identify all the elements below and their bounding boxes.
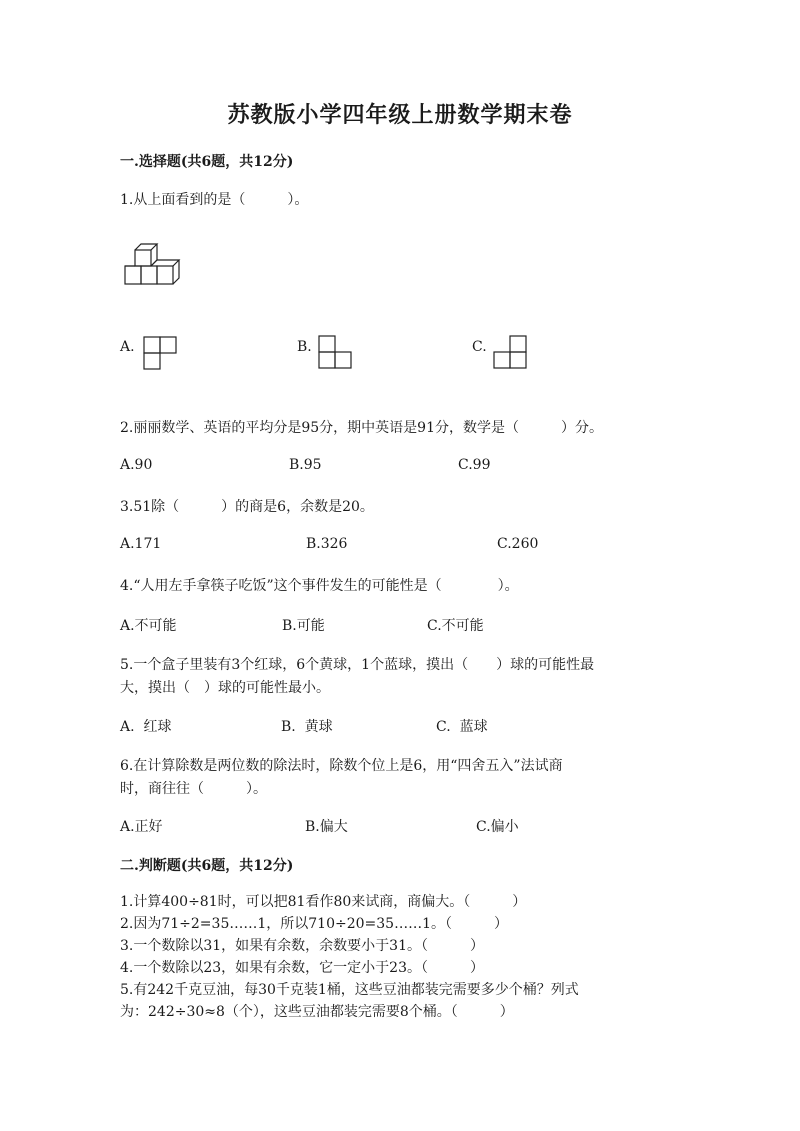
judgement-item-1: 1.计算400÷81时，可以把81看作80来试商，商偏大。（ ） [120, 894, 527, 910]
question-3-option-c: C.260 [497, 536, 539, 552]
section-heading-judgement: 二.判断题(共6题，共12分) [120, 858, 294, 874]
question-2-option-a: A.90 [120, 457, 153, 473]
section-heading-choice: 一.选择题(共6题，共12分) [120, 154, 294, 170]
question-3-option-b: B.326 [306, 536, 348, 552]
question-5-option-a: A. 红球 [120, 719, 172, 735]
question-4-option-b: B.可能 [282, 618, 325, 634]
question-3-option-a: A.171 [120, 536, 162, 552]
page-title: 苏教版小学四年级上册数学期末卷 [227, 102, 573, 128]
option-a-view-figure [143, 336, 179, 370]
question-5-option-c: C. 蓝球 [436, 719, 488, 735]
question-5-option-b: B. 黄球 [281, 719, 333, 735]
question-4-option-a: A.不可能 [120, 618, 177, 634]
question-6-option-b: B.偏大 [305, 819, 348, 835]
judgement-item-5-line-1: 5.有242千克豆油，每30千克装1桶，这些豆油都装完需要多少个桶？列式 [120, 982, 579, 998]
judgement-item-4: 4.一个数除以23，如果有余数，它一定小于23。（ ） [120, 960, 484, 976]
question-6-line-1: 6.在计算除数是两位数的除法时，除数个位上是6，用“四舍五入”法试商 [120, 758, 563, 774]
question-2-option-c: C.99 [458, 457, 491, 473]
question-1-option-b: B. [297, 339, 312, 355]
question-2: 2.丽丽数学、英语的平均分是95分，期中英语是91分，数学是（ ）分。 [120, 420, 603, 436]
question-6-option-a: A.正好 [120, 819, 163, 835]
question-6-line-2: 时，商往往（ ）。 [120, 781, 267, 797]
question-2-option-b: B.95 [289, 457, 322, 473]
option-b-view-figure [318, 335, 354, 369]
option-c-view-figure [493, 335, 529, 369]
question-3: 3.51除（ ）的商是6，余数是20。 [120, 499, 374, 515]
judgement-item-3: 3.一个数除以31，如果有余数，余数要小于31。（ ） [120, 938, 484, 954]
cube-stack-figure [122, 242, 182, 288]
question-4-option-c: C.不可能 [427, 618, 484, 634]
question-5-line-1: 5.一个盒子里装有3个红球，6个黄球，1个蓝球，摸出（ ）球的可能性最 [120, 657, 595, 673]
question-5-line-2: 大，摸出（ ）球的可能性最小。 [120, 680, 330, 696]
question-1: 1.从上面看到的是（ ）。 [120, 192, 309, 208]
judgement-item-2: 2.因为71÷2=35……1，所以710÷20=35……1。（ ） [120, 916, 508, 932]
question-6-option-c: C.偏小 [476, 819, 519, 835]
question-1-option-c: C. [472, 339, 487, 355]
question-4: 4.“人用左手拿筷子吃饭”这个事件发生的可能性是（ ）。 [120, 578, 519, 594]
question-1-option-a: A. [120, 339, 135, 355]
judgement-item-5-line-2: 为：242÷30≈8（个），这些豆油都装完需要8个桶。（ ） [120, 1004, 514, 1020]
